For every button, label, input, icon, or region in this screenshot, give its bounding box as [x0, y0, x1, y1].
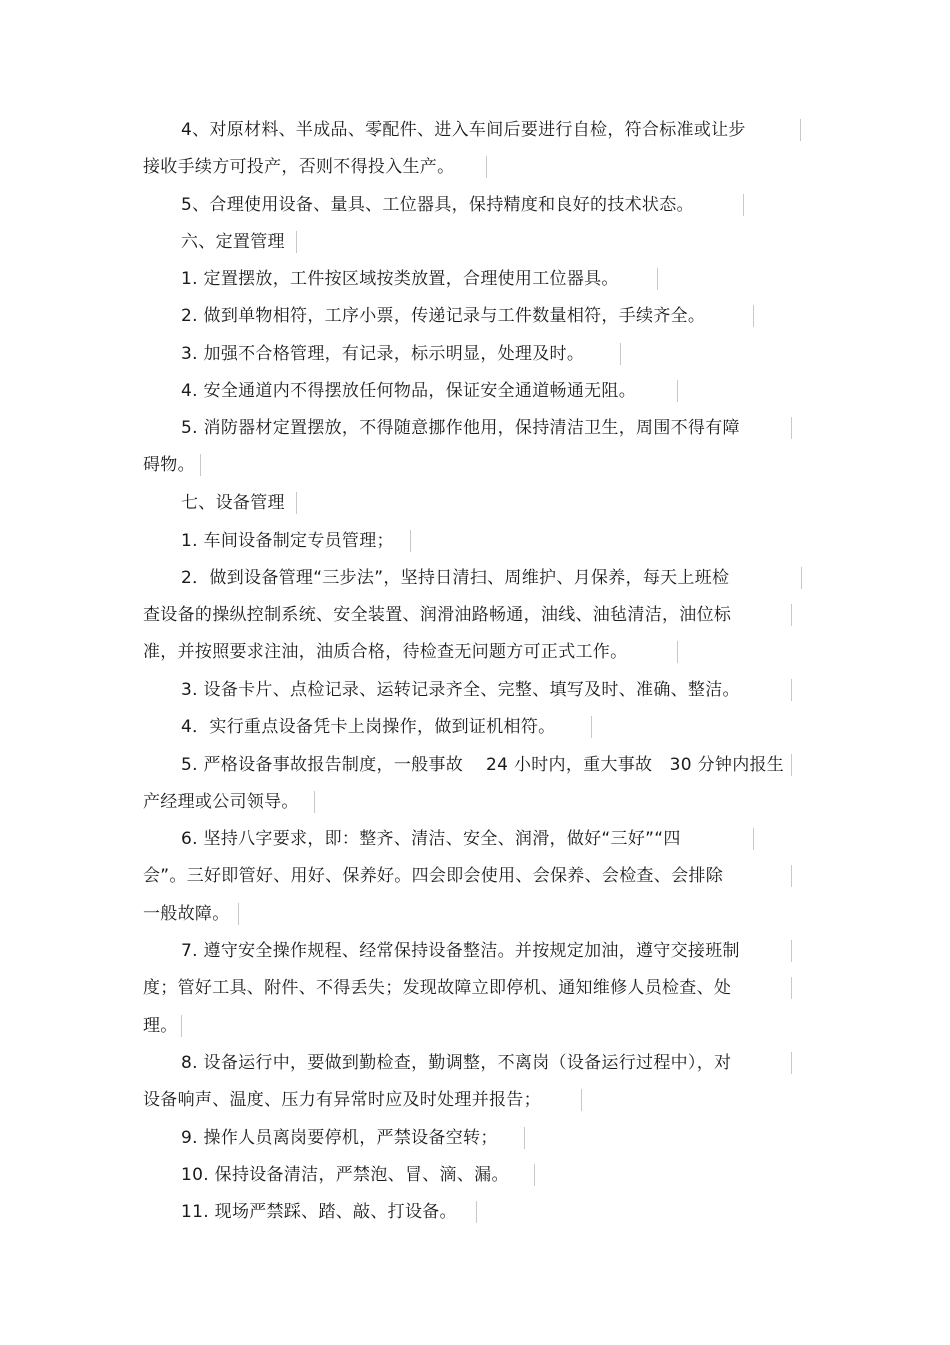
line-end-mark [677, 380, 678, 402]
line-end-mark [677, 641, 678, 663]
text-line: 设备响声、温度、压力有异常时应及时处理并报告； [143, 1090, 541, 1110]
line-end-mark [801, 567, 802, 589]
text-line: 1. 定置摆放，工件按区域按类放置，合理使用工位器具。 [181, 269, 619, 289]
text-line: 3. 设备卡片、点检记录、运转记录齐全、完整、填写及时、准确、整洁。 [181, 680, 740, 700]
line-end-mark [791, 940, 792, 962]
section-heading: 六、定置管理 [181, 232, 285, 252]
text-line: 2．做到设备管理“三步法”，坚持日清扫、周维护、月保养，每天上班检 [181, 568, 730, 588]
text-line: 准，并按照要求注油，油质合格，待检查无问题方可正式工作。 [143, 642, 628, 662]
line-end-mark [296, 231, 297, 253]
line-end-mark [410, 530, 411, 552]
text-line: 5. 消防器材定置摆放，不得随意挪作他用，保持清洁卫生，周围不得有障 [181, 418, 740, 438]
line-end-mark [486, 156, 487, 178]
text-line: 3. 加强不合格管理，有记录，标示明显，处理及时。 [181, 344, 585, 364]
line-end-mark [743, 194, 744, 216]
line-end-mark [791, 1052, 792, 1074]
line-end-mark [524, 1127, 525, 1149]
text-line: 6. 坚持八字要求，即：整齐、清洁、安全、润滑，做好“三好”“四 [181, 829, 681, 849]
line-end-mark [476, 1201, 477, 1223]
line-end-mark [791, 679, 792, 701]
line-end-mark [753, 828, 754, 850]
text-line: 度；管好工具、附件、不得丢失；发现故障立即停机、通知维修人员检查、处 [143, 978, 732, 998]
line-end-mark [791, 604, 792, 626]
line-end-mark [791, 754, 792, 776]
text-line: 5. 严格设备事故报告制度，一般事故 24 小时内，重大事故 30 分钟内报生 [181, 755, 785, 775]
section-heading: 七、设备管理 [181, 493, 285, 513]
text-line: 8. 设备运行中，要做到勤检查，勤调整，不离岗（设备运行过程中），对 [181, 1053, 732, 1073]
line-end-mark [791, 865, 792, 887]
text-line: 一般故障。 [143, 904, 230, 924]
text-line: 11. 现场严禁踩、踏、敲、打设备。 [181, 1202, 457, 1222]
line-end-mark [620, 343, 621, 365]
text-line: 7. 遵守安全操作规程、经常保持设备整洁。并按规定加油，遵守交接班制 [181, 941, 740, 961]
text-line: 4. 安全通道内不得摆放任何物品，保证安全通道畅通无阻。 [181, 381, 637, 401]
text-line: 1. 车间设备制定专员管理； [181, 531, 394, 551]
text-line: 接收手续方可投产，否则不得投入生产。 [143, 157, 455, 177]
line-end-mark [791, 977, 792, 999]
text-line: 2. 做到单物相符，工序小票，传递记录与工件数量相符，手续齐全。 [181, 306, 706, 326]
line-end-mark [581, 1089, 582, 1111]
text-line: 查设备的操纵控制系统、安全装置、润滑油路畅通，油线、油毡清洁，油位标 [143, 605, 732, 625]
text-line: 理。 [143, 1016, 178, 1036]
line-end-mark [296, 492, 297, 514]
line-end-mark [800, 119, 801, 141]
text-line: 10. 保持设备清洁，严禁泡、冒、滴、漏。 [181, 1165, 509, 1185]
line-end-mark [657, 268, 658, 290]
line-end-mark [591, 716, 592, 738]
text-line: 碍物。 [143, 455, 195, 475]
line-end-mark [534, 1164, 535, 1186]
line-end-mark [200, 454, 201, 476]
text-line: 9. 操作人员离岗要停机，严禁设备空转； [181, 1128, 498, 1148]
text-line: 4．实行重点设备凭卡上岗操作，做到证机相符。 [181, 717, 556, 737]
line-end-mark [753, 305, 754, 327]
line-end-mark [181, 1015, 182, 1037]
text-line: 4、对原材料、半成品、零配件、进入车间后要进行自检，符合标准或让步 [181, 120, 746, 140]
text-line: 会”。三好即管好、用好、保养好。四会即会使用、会保养、会检查、会排除 [143, 866, 724, 886]
line-end-mark [314, 791, 315, 813]
text-line: 产经理或公司领导。 [143, 792, 299, 812]
text-line: 5、合理使用设备、量具、工位器具，保持精度和良好的技术状态。 [181, 195, 694, 215]
line-end-mark [791, 417, 792, 439]
line-end-mark [238, 903, 239, 925]
